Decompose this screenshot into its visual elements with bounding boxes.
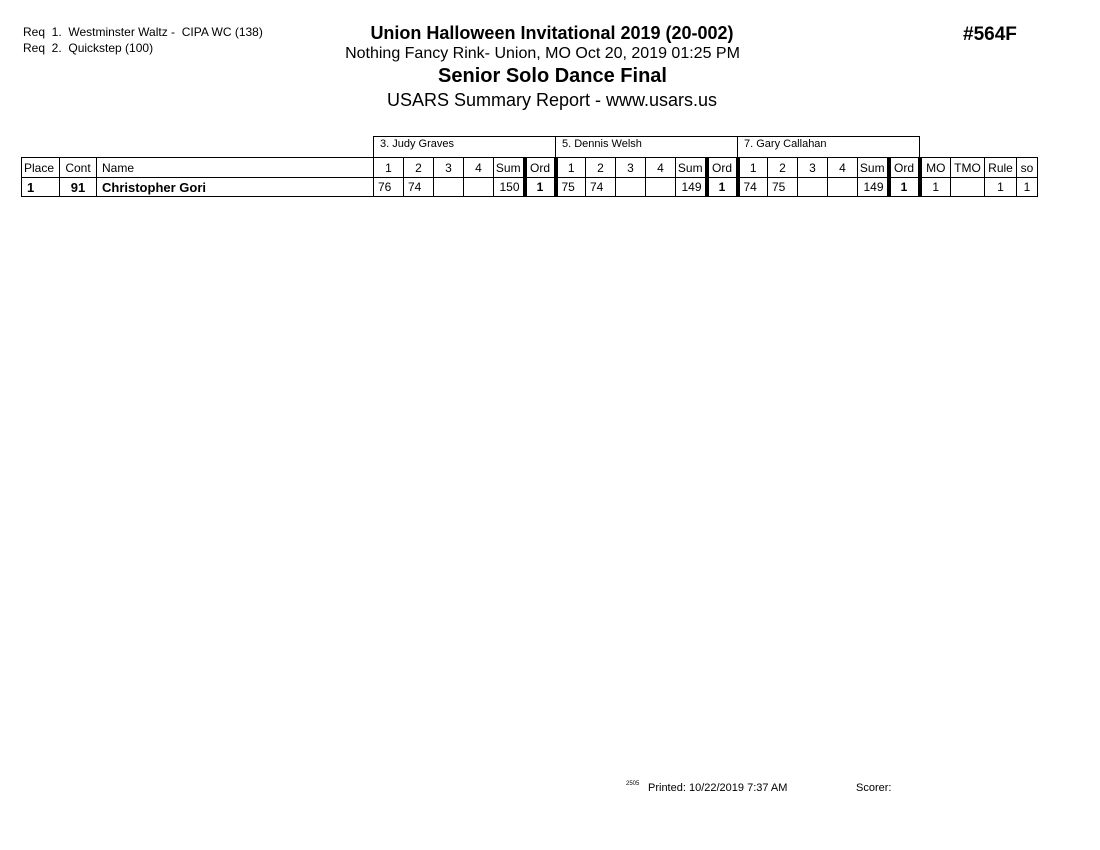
- score-4: [828, 178, 858, 197]
- score-2: 74: [404, 178, 434, 197]
- score-3: [434, 178, 464, 197]
- col-cont: Cont: [60, 158, 97, 178]
- col-sum: Sum: [858, 158, 889, 178]
- judge-name: 3. Judy Graves: [374, 137, 556, 158]
- results-table: [21, 136, 1038, 197]
- judge-name: 5. Dennis Welsh: [556, 137, 738, 158]
- rule-value: 1: [985, 178, 1017, 197]
- table-row: [22, 178, 1038, 197]
- scorer-label: Scorer:: [856, 782, 892, 794]
- col-sum: Sum: [676, 158, 707, 178]
- judge-name: 7. Gary Callahan: [738, 137, 920, 158]
- requirement-1: Req 1. Westminster Waltz - CIPA WC (138): [23, 25, 263, 39]
- col-ord: Ord: [889, 158, 920, 178]
- score-3: [798, 178, 828, 197]
- col-score-4: 4: [646, 158, 676, 178]
- place-value: 1: [22, 178, 60, 197]
- col-score-3: 3: [434, 158, 464, 178]
- col-score-3: 3: [616, 158, 646, 178]
- col-score-3: 3: [798, 158, 828, 178]
- score-1: 74: [738, 178, 768, 197]
- col-score-1: 1: [556, 158, 586, 178]
- score-3: [616, 178, 646, 197]
- judge-header-row: [22, 137, 1038, 158]
- tmo-value: [951, 178, 985, 197]
- score-sum: 150: [494, 178, 525, 197]
- event-number: #564F: [963, 24, 1017, 45]
- score-sum: 149: [676, 178, 707, 197]
- score-ord: 1: [889, 178, 920, 197]
- col-score-4: 4: [828, 158, 858, 178]
- score-2: 75: [768, 178, 798, 197]
- column-header-row: [22, 158, 1038, 178]
- footer-code: 2505: [626, 781, 640, 787]
- col-score-2: 2: [586, 158, 616, 178]
- printed-timestamp: Printed: 10/22/2019 7:37 AM: [648, 782, 788, 794]
- event-subtitle: Nothing Fancy Rink- Union, MO Oct 20, 2019 01:25 PM: [345, 45, 740, 62]
- score-4: [646, 178, 676, 197]
- score-2: 74: [586, 178, 616, 197]
- score-ord: 1: [525, 178, 556, 197]
- col-score-2: 2: [404, 158, 434, 178]
- col-name: Name: [97, 158, 374, 178]
- report-title: USARS Summary Report - www.usars.us: [386, 90, 718, 110]
- score-1: 76: [374, 178, 404, 197]
- score-ord: 1: [707, 178, 738, 197]
- requirement-2: Req 2. Quickstep (100): [23, 41, 154, 55]
- score-sum: 149: [858, 178, 889, 197]
- score-4: [464, 178, 494, 197]
- mo-value: 1: [920, 178, 951, 197]
- col-score-4: 4: [464, 158, 494, 178]
- col-ord: Ord: [707, 158, 738, 178]
- col-score-1: 1: [738, 158, 768, 178]
- col-mo: MO: [920, 158, 951, 178]
- col-sum: Sum: [494, 158, 525, 178]
- skater-name: Christopher Gori: [97, 178, 374, 197]
- col-score-2: 2: [768, 158, 798, 178]
- score-1: 75: [556, 178, 586, 197]
- competition-title: Senior Solo Dance Final: [438, 65, 667, 87]
- col-rule: Rule: [985, 158, 1017, 178]
- col-ord: Ord: [525, 158, 556, 178]
- event-title: Union Halloween Invitational 2019 (20-002): [370, 23, 734, 43]
- col-tmo: TMO: [951, 158, 985, 178]
- so-value: 1: [1017, 178, 1038, 197]
- cont-value: 91: [60, 178, 97, 197]
- col-so: so: [1017, 158, 1038, 178]
- col-score-1: 1: [374, 158, 404, 178]
- col-place: Place: [22, 158, 60, 178]
